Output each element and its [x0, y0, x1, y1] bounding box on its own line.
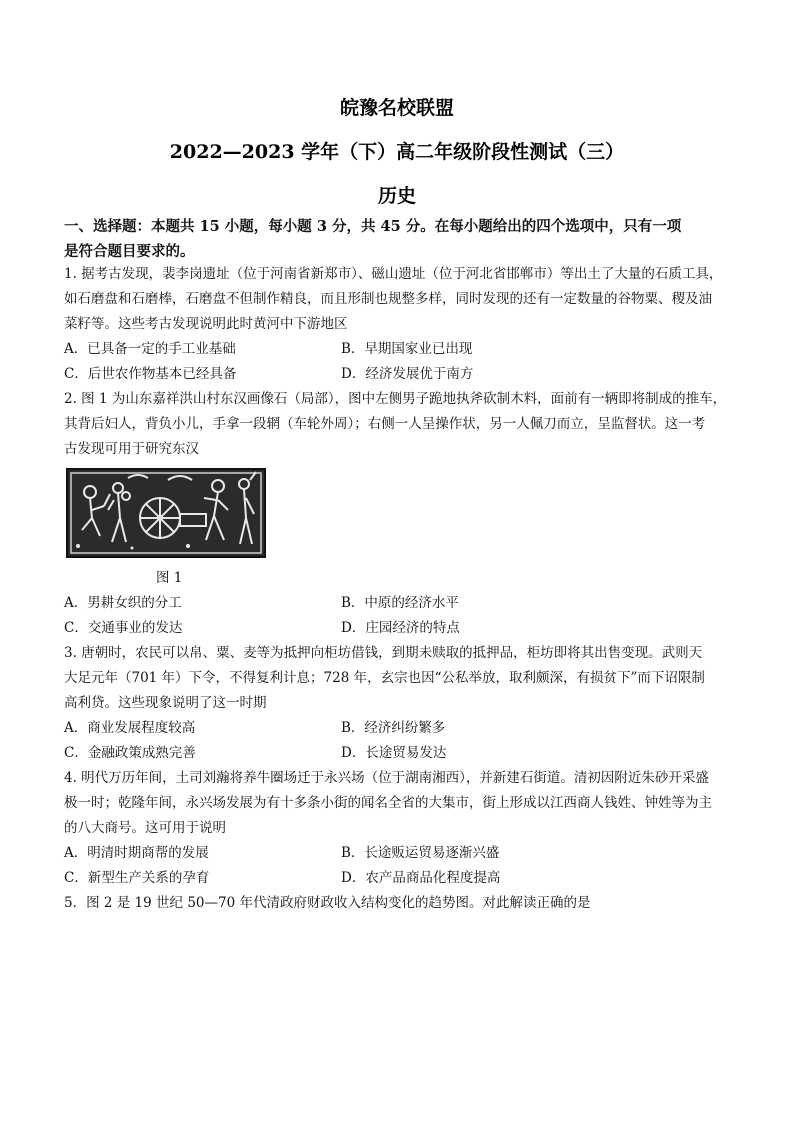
subject-title: 历史 — [377, 185, 416, 207]
section-heading-line: 是符合题目要求的。 — [64, 243, 195, 260]
option-d: D．经济发展优于南方 — [341, 366, 474, 382]
question-line: 的八大商号。这可用于说明 — [64, 820, 226, 836]
question-line: 如石磨盘和石磨棒，石磨盘不但制作精良，而且形制也规整多样，同时发现的还有一定数量的谷物粟、稷及油 — [64, 291, 712, 307]
question-line: 1. 据考古发现，裴李岗遗址（位于河南省新郑市）、磁山遗址（位于河北省邯郸市）等出土了大量的石质工具， — [64, 266, 723, 282]
question-line: 3. 唐朝时，农民可以帛、粟、麦等为抵押向柜坊借钱，到期未赎取的抵押品，柜坊即将其出售变现。武则天 — [64, 645, 703, 661]
question-line: 4. 明代万历年间，土司刘瀚将养牛圈场迁于永兴场（位于湖南湘西），并新建石街道。清初因附近朱砂开采盛 — [64, 770, 709, 786]
option-b: B．经济纠纷繁多 — [341, 720, 446, 736]
option-a: A．已具备一定的手工业基础 — [64, 341, 236, 357]
question-line: 5．图 2 是 19 世纪 50—70 年代清政府财政收入结构变化的趋势图。对此解读正确的是 — [64, 895, 591, 911]
figure-1-stone-relief-image — [66, 468, 266, 558]
exam-title: 2022—2023 学年（下）高二年级阶段性测试（三） — [169, 141, 625, 163]
question-line: 菜籽等。这些考古发现说明此时黄河中下游地区 — [64, 316, 348, 332]
option-c: C．金融政策成熟完善 — [64, 745, 196, 761]
option-a: A．男耕女织的分工 — [64, 595, 182, 611]
org-title: 皖豫名校联盟 — [339, 97, 454, 119]
question-line: 大足元年（701 年）下令，不得复利计息；728 年，玄宗也因“公私举放，取利颇深，有损贫下”而下诏限制 — [64, 670, 705, 686]
question-4 — [64, 766, 734, 841]
option-b: B．中原的经济水平 — [341, 595, 459, 611]
option-b: B．早期国家业已出现 — [341, 341, 473, 357]
option-d: D．长途贸易发达 — [341, 745, 447, 761]
question-2 — [64, 387, 734, 462]
option-c: C．交通事业的发达 — [64, 620, 183, 636]
option-a: A．明清时期商帮的发展 — [64, 845, 209, 861]
question-1 — [64, 262, 734, 337]
option-d: D．农产品商品化程度提高 — [341, 870, 501, 886]
option-c: C．新型生产关系的孕育 — [64, 870, 210, 886]
option-b: B．长途贩运贸易逐渐兴盛 — [341, 845, 500, 861]
question-3 — [64, 641, 734, 716]
question-line: 其背后妇人，背负小儿，手拿一段辋（车轮外周）；右侧一人呈操作状，另一人佩刀而立，呈监督状。这一考 — [64, 416, 706, 432]
option-c: C．后世农作物基本已经具备 — [64, 366, 237, 382]
section-heading-line: 一、选择题：本题共 15 小题，每小题 3 分，共 45 分。在每小题给出的四个选项中，只有一项 — [64, 218, 682, 235]
question-line: 2. 图 1 为山东嘉祥洪山村东汉画像石（局部），图中左侧男子跪地执斧砍制木料，面前有一辆即将制成的推车， — [64, 391, 727, 407]
figure-1-caption: 图 1 — [156, 570, 183, 586]
question-line: 高利贷。这些现象说明了这一时期 — [64, 695, 267, 711]
question-line: 极一时；乾隆年间，永兴场发展为有十多条小街的闻名全省的大集市，街上形成以江西商人钱姓、钟姓等为主 — [64, 795, 712, 811]
option-d: D．庄园经济的特点 — [341, 620, 460, 636]
section-heading — [64, 214, 734, 264]
question-5 — [64, 891, 734, 916]
option-a: A．商业发展程度较高 — [64, 720, 196, 736]
question-line: 古发现可用于研究东汉 — [64, 441, 199, 457]
